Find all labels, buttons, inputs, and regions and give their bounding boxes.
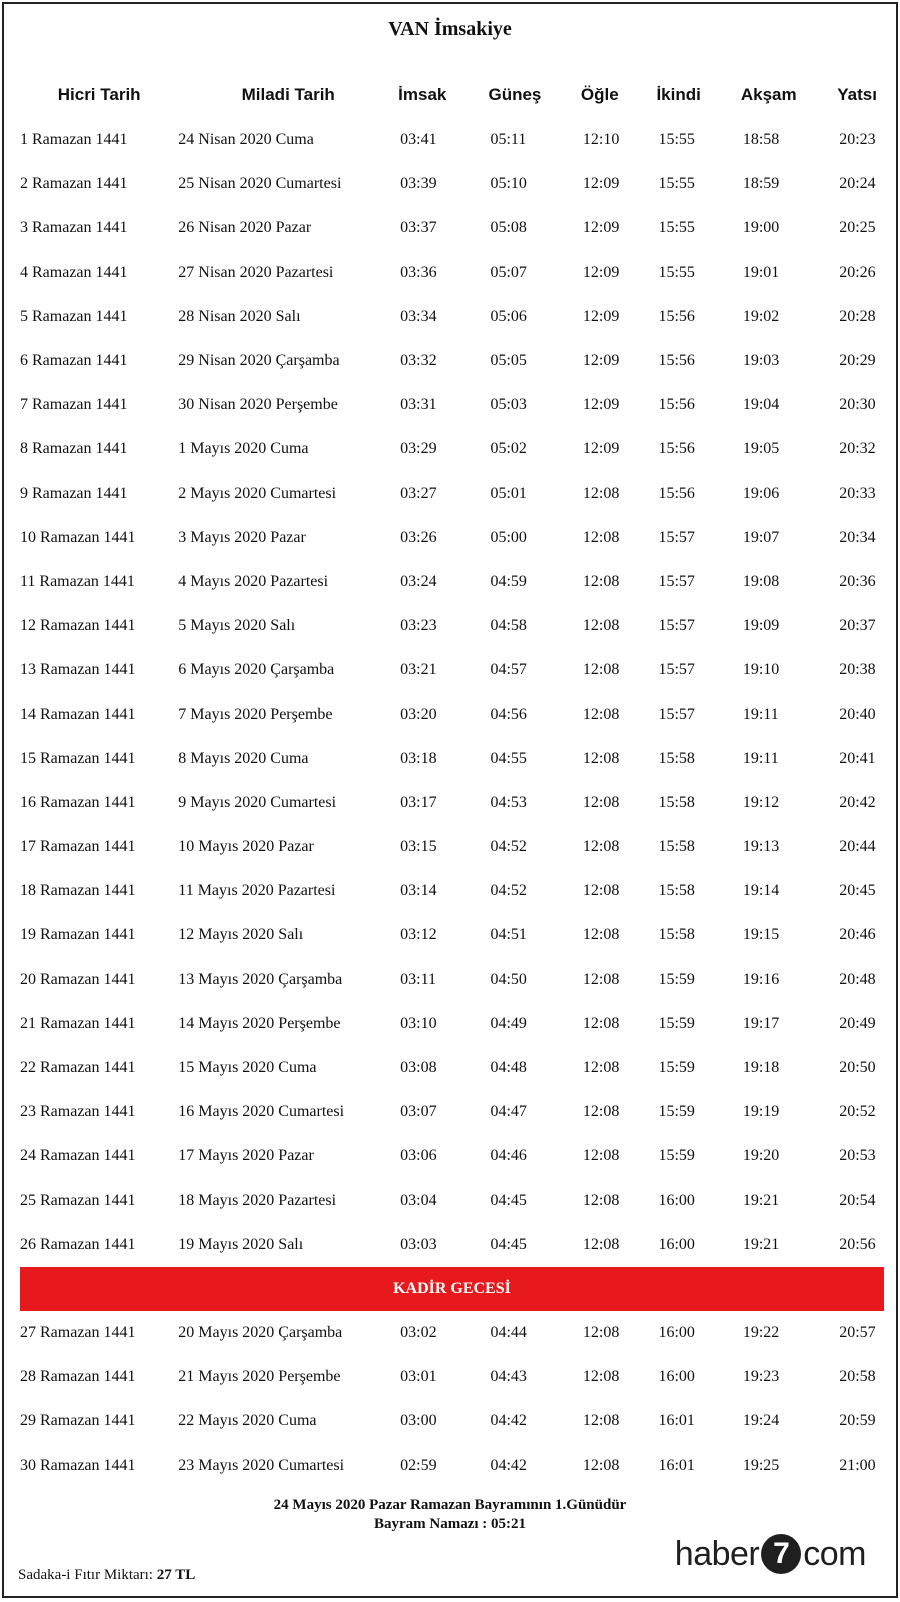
kadir-gecesi-row: [20, 1267, 884, 1311]
cell-aksam: 19:12: [742, 793, 780, 811]
cell-miladi-tarih: 16 Mayıs 2020 Cumartesi: [178, 1103, 345, 1121]
cell-aksam: 19:15: [742, 926, 780, 944]
cell-gunes: 05:11: [490, 131, 527, 149]
bayram-prayer-line: Bayram Namazı : 05:21: [373, 1516, 527, 1532]
cell-ogle: 12:08: [582, 749, 620, 767]
cell-gunes: 04:49: [490, 1014, 527, 1032]
cell-aksam: 19:13: [742, 838, 780, 856]
cell-imsak: 03:37: [400, 219, 437, 237]
cell-aksam: 19:01: [742, 263, 780, 281]
table-header-row: [20, 72, 884, 118]
sadaka-fitir: [18, 1567, 195, 1584]
cell-imsak: 03:02: [400, 1323, 437, 1341]
cell-imsak: 03:10: [400, 1014, 437, 1032]
table-row: [20, 118, 884, 162]
cell-miladi-tarih: 25 Nisan 2020 Cumartesi: [178, 175, 342, 193]
cell-aksam: 19:02: [742, 307, 780, 325]
cell-yatsi: 21:00: [839, 1456, 876, 1474]
cell-hicri-tarih: 1 Ramazan 1441: [20, 131, 128, 149]
cell-aksam: 19:14: [742, 882, 780, 900]
cell-gunes: 04:57: [490, 661, 527, 679]
cell-ogle: 12:08: [582, 1368, 620, 1386]
cell-yatsi: 20:26: [839, 263, 876, 281]
cell-gunes: 04:48: [490, 1059, 527, 1077]
cell-hicri-tarih: 28 Ramazan 1441: [20, 1368, 136, 1386]
cell-gunes: 04:52: [490, 838, 527, 856]
imsakiye-table: [20, 72, 884, 1488]
cell-gunes: 04:43: [490, 1368, 527, 1386]
cell-ogle: 12:10: [582, 131, 620, 149]
cell-ikindi: 15:55: [658, 219, 695, 237]
cell-miladi-tarih: 21 Mayıs 2020 Perşembe: [178, 1368, 341, 1386]
cell-miladi-tarih: 26 Nisan 2020 Pazar: [178, 219, 312, 237]
logo-seven-mark: 7: [761, 1534, 801, 1574]
column-header-imsak: İmsak: [398, 85, 447, 104]
cell-ogle: 12:08: [582, 970, 620, 988]
cell-ogle: 12:08: [582, 484, 620, 502]
cell-miladi-tarih: 27 Nisan 2020 Pazartesi: [178, 263, 334, 281]
cell-miladi-tarih: 6 Mayıs 2020 Çarşamba: [178, 661, 335, 679]
cell-miladi-tarih: 2 Mayıs 2020 Cumartesi: [178, 484, 337, 502]
cell-miladi-tarih: 14 Mayıs 2020 Perşembe: [178, 1014, 341, 1032]
cell-ikindi: 15:56: [658, 440, 695, 458]
haber7-logo: [675, 1534, 866, 1574]
cell-gunes: 05:07: [490, 263, 527, 281]
cell-gunes: 04:44: [490, 1323, 527, 1341]
kadir-gecesi-label: KADİR GECESİ: [20, 1267, 884, 1311]
cell-gunes: 05:03: [490, 396, 527, 414]
cell-hicri-tarih: 13 Ramazan 1441: [20, 661, 136, 679]
cell-aksam: 19:22: [742, 1323, 780, 1341]
table-row: [20, 295, 884, 339]
cell-ikindi: 15:57: [658, 617, 695, 635]
table-row: [20, 383, 884, 427]
cell-hicri-tarih: 7 Ramazan 1441: [20, 396, 128, 414]
imsakiye-page: [2, 2, 898, 1598]
cell-ogle: 12:08: [582, 1014, 620, 1032]
table-row: [20, 781, 884, 825]
cell-miladi-tarih: 17 Mayıs 2020 Pazar: [178, 1147, 314, 1165]
cell-hicri-tarih: 16 Ramazan 1441: [20, 793, 136, 811]
cell-miladi-tarih: 24 Nisan 2020 Cuma: [178, 131, 314, 149]
cell-ikindi: 15:58: [658, 749, 695, 767]
cell-ikindi: 15:55: [658, 131, 695, 149]
cell-imsak: 02:59: [400, 1456, 437, 1474]
cell-gunes: 04:42: [490, 1456, 527, 1474]
cell-hicri-tarih: 4 Ramazan 1441: [20, 263, 128, 281]
table-row: [20, 1046, 884, 1090]
cell-miladi-tarih: 9 Mayıs 2020 Cumartesi: [178, 793, 337, 811]
cell-imsak: 03:18: [400, 749, 437, 767]
cell-gunes: 05:01: [490, 484, 527, 502]
cell-miladi-tarih: 8 Mayıs 2020 Cuma: [178, 749, 309, 767]
cell-miladi-tarih: 1 Mayıs 2020 Cuma: [178, 440, 309, 458]
sadaka-label: Sadaka-i Fıtır Miktarı:: [18, 1567, 153, 1583]
cell-hicri-tarih: 22 Ramazan 1441: [20, 1059, 136, 1077]
table-row: [20, 913, 884, 957]
cell-hicri-tarih: 12 Ramazan 1441: [20, 617, 136, 635]
cell-aksam: 19:09: [742, 617, 780, 635]
cell-yatsi: 20:46: [839, 926, 876, 944]
cell-aksam: 19:23: [742, 1368, 780, 1386]
cell-imsak: 03:26: [400, 528, 437, 546]
cell-ikindi: 15:56: [658, 484, 695, 502]
table-row: [20, 339, 884, 383]
cell-aksam: 19:18: [742, 1059, 780, 1077]
cell-imsak: 03:34: [400, 307, 437, 325]
cell-hicri-tarih: 20 Ramazan 1441: [20, 970, 136, 988]
cell-hicri-tarih: 2 Ramazan 1441: [20, 175, 128, 193]
cell-hicri-tarih: 11 Ramazan 1441: [20, 572, 135, 590]
cell-ogle: 12:08: [582, 705, 620, 723]
cell-aksam: 19:25: [742, 1456, 780, 1474]
table-row: [20, 1223, 884, 1267]
cell-miladi-tarih: 7 Mayıs 2020 Perşembe: [178, 705, 333, 723]
cell-ikindi: 15:58: [658, 926, 695, 944]
table-row: [20, 1355, 884, 1399]
cell-hicri-tarih: 6 Ramazan 1441: [20, 352, 128, 370]
cell-ogle: 12:09: [582, 352, 620, 370]
cell-hicri-tarih: 24 Ramazan 1441: [20, 1147, 136, 1165]
cell-yatsi: 20:49: [839, 1014, 876, 1032]
table-row: [20, 1399, 884, 1443]
cell-ikindi: 15:59: [658, 1103, 695, 1121]
table-row: [20, 162, 884, 206]
cell-yatsi: 20:45: [839, 882, 876, 900]
table-row: [20, 1179, 884, 1223]
cell-gunes: 04:47: [490, 1103, 527, 1121]
cell-yatsi: 20:42: [839, 793, 876, 811]
cell-imsak: 03:03: [400, 1235, 437, 1253]
cell-hicri-tarih: 26 Ramazan 1441: [20, 1235, 136, 1253]
table-row: [20, 692, 884, 736]
cell-miladi-tarih: 5 Mayıs 2020 Salı: [178, 617, 296, 635]
cell-imsak: 03:12: [400, 926, 437, 944]
cell-ikindi: 16:00: [658, 1235, 695, 1253]
cell-gunes: 04:53: [490, 793, 527, 811]
table-row: [20, 958, 884, 1002]
cell-imsak: 03:06: [400, 1147, 437, 1165]
cell-ogle: 12:08: [582, 661, 620, 679]
cell-imsak: 03:21: [400, 661, 437, 679]
cell-ikindi: 16:01: [658, 1412, 695, 1430]
cell-gunes: 04:45: [490, 1191, 527, 1209]
table-row: [20, 516, 884, 560]
cell-ogle: 12:09: [582, 440, 620, 458]
cell-ogle: 12:08: [582, 1323, 620, 1341]
logo-text-right: com: [803, 1534, 866, 1573]
cell-ogle: 12:08: [582, 926, 620, 944]
cell-ogle: 12:08: [582, 838, 620, 856]
cell-ogle: 12:08: [582, 1147, 620, 1165]
cell-ogle: 12:08: [582, 572, 620, 590]
cell-imsak: 03:31: [400, 396, 437, 414]
cell-gunes: 04:55: [490, 749, 527, 767]
cell-gunes: 05:05: [490, 352, 527, 370]
cell-yatsi: 20:48: [839, 970, 876, 988]
cell-aksam: 19:07: [742, 528, 780, 546]
cell-gunes: 04:59: [490, 572, 527, 590]
cell-hicri-tarih: 27 Ramazan 1441: [20, 1323, 136, 1341]
cell-hicri-tarih: 19 Ramazan 1441: [20, 926, 136, 944]
cell-imsak: 03:24: [400, 572, 437, 590]
cell-hicri-tarih: 17 Ramazan 1441: [20, 838, 136, 856]
cell-ogle: 12:08: [582, 1412, 620, 1430]
cell-imsak: 03:29: [400, 440, 437, 458]
cell-miladi-tarih: 23 Mayıs 2020 Cumartesi: [178, 1456, 345, 1474]
cell-ogle: 12:08: [582, 882, 620, 900]
cell-gunes: 04:42: [490, 1412, 527, 1430]
cell-imsak: 03:32: [400, 352, 437, 370]
cell-yatsi: 20:24: [839, 175, 876, 193]
cell-imsak: 03:20: [400, 705, 437, 723]
table-row: [20, 825, 884, 869]
cell-gunes: 04:45: [490, 1235, 527, 1253]
cell-imsak: 03:27: [400, 484, 437, 502]
cell-hicri-tarih: 21 Ramazan 1441: [20, 1014, 136, 1032]
page-title: VAN İmsakiye: [388, 18, 512, 40]
cell-miladi-tarih: 13 Mayıs 2020 Çarşamba: [178, 970, 343, 988]
cell-hicri-tarih: 8 Ramazan 1441: [20, 440, 128, 458]
cell-ogle: 12:09: [582, 219, 620, 237]
cell-ikindi: 15:56: [658, 352, 695, 370]
cell-ikindi: 15:59: [658, 1147, 695, 1165]
cell-ogle: 12:09: [582, 396, 620, 414]
cell-yatsi: 20:50: [839, 1059, 876, 1077]
column-header-yatsi: Yatsı: [837, 85, 877, 104]
cell-ikindi: 15:58: [658, 793, 695, 811]
cell-imsak: 03:17: [400, 793, 437, 811]
cell-imsak: 03:23: [400, 617, 437, 635]
cell-yatsi: 20:44: [839, 838, 876, 856]
cell-aksam: 19:06: [742, 484, 780, 502]
column-header-aksam: Akşam: [740, 85, 797, 104]
cell-ogle: 12:09: [582, 263, 620, 281]
cell-ogle: 12:08: [582, 617, 620, 635]
column-header-ogle: Öğle: [580, 85, 619, 104]
cell-yatsi: 20:53: [839, 1147, 876, 1165]
cell-gunes: 04:46: [490, 1147, 527, 1165]
cell-aksam: 19:20: [742, 1147, 780, 1165]
column-header-hicri-tarih: Hicri Tarih: [57, 85, 141, 104]
table-row: [20, 251, 884, 295]
column-header-gunes: Güneş: [488, 85, 542, 104]
cell-ikindi: 15:59: [658, 1059, 695, 1077]
cell-ikindi: 16:00: [658, 1323, 695, 1341]
table-row: [20, 1002, 884, 1046]
cell-ikindi: 15:55: [658, 263, 695, 281]
cell-imsak: 03:39: [400, 175, 437, 193]
cell-hicri-tarih: 15 Ramazan 1441: [20, 749, 136, 767]
cell-gunes: 05:02: [490, 440, 527, 458]
cell-hicri-tarih: 29 Ramazan 1441: [20, 1412, 136, 1430]
cell-gunes: 05:00: [490, 528, 527, 546]
cell-ogle: 12:08: [582, 793, 620, 811]
cell-ogle: 12:09: [582, 307, 620, 325]
cell-yatsi: 20:38: [839, 661, 876, 679]
cell-hicri-tarih: 30 Ramazan 1441: [20, 1456, 136, 1474]
cell-ikindi: 16:00: [658, 1191, 695, 1209]
cell-yatsi: 20:25: [839, 219, 876, 237]
cell-aksam: 19:16: [742, 970, 780, 988]
cell-miladi-tarih: 18 Mayıs 2020 Pazartesi: [178, 1191, 337, 1209]
cell-miladi-tarih: 4 Mayıs 2020 Pazartesi: [178, 572, 329, 590]
cell-ogle: 12:09: [582, 175, 620, 193]
table-body: [20, 118, 884, 1488]
cell-miladi-tarih: 22 Mayıs 2020 Cuma: [178, 1412, 317, 1430]
column-header-miladi-tarih: Miladi Tarih: [241, 85, 335, 104]
cell-hicri-tarih: 18 Ramazan 1441: [20, 882, 136, 900]
table-row: [20, 1090, 884, 1134]
cell-yatsi: 20:37: [839, 617, 876, 635]
table-row: [20, 604, 884, 648]
cell-ikindi: 15:57: [658, 705, 695, 723]
cell-ikindi: 16:01: [658, 1456, 695, 1474]
table-row: [20, 427, 884, 471]
cell-yatsi: 20:41: [839, 749, 876, 767]
cell-aksam: 19:19: [742, 1103, 780, 1121]
cell-yatsi: 20:23: [839, 131, 876, 149]
cell-gunes: 05:10: [490, 175, 527, 193]
cell-ikindi: 15:55: [658, 175, 695, 193]
cell-aksam: 19:10: [742, 661, 780, 679]
cell-yatsi: 20:34: [839, 528, 876, 546]
table-row: [20, 1134, 884, 1178]
table-row: [20, 648, 884, 692]
cell-ikindi: 15:57: [658, 528, 695, 546]
cell-ogle: 12:08: [582, 1059, 620, 1077]
cell-ikindi: 15:57: [658, 572, 695, 590]
cell-ikindi: 15:59: [658, 970, 695, 988]
table-row: [20, 472, 884, 516]
cell-gunes: 05:08: [490, 219, 527, 237]
cell-miladi-tarih: 15 Mayıs 2020 Cuma: [178, 1059, 317, 1077]
cell-imsak: 03:36: [400, 263, 437, 281]
cell-yatsi: 20:52: [839, 1103, 876, 1121]
table-row: [20, 869, 884, 913]
cell-aksam: 19:21: [742, 1235, 780, 1253]
cell-miladi-tarih: 11 Mayıs 2020 Pazartesi: [178, 882, 336, 900]
cell-miladi-tarih: 10 Mayıs 2020 Pazar: [178, 838, 314, 856]
cell-yatsi: 20:54: [839, 1191, 876, 1209]
cell-ikindi: 15:58: [658, 838, 695, 856]
cell-hicri-tarih: 9 Ramazan 1441: [20, 484, 128, 502]
column-header-ikindi: İkindi: [656, 85, 701, 104]
cell-aksam: 19:24: [742, 1412, 780, 1430]
cell-imsak: 03:15: [400, 838, 437, 856]
cell-aksam: 19:00: [742, 219, 780, 237]
cell-yatsi: 20:57: [839, 1323, 876, 1341]
cell-aksam: 18:59: [742, 175, 780, 193]
cell-yatsi: 20:56: [839, 1235, 876, 1253]
cell-ikindi: 16:00: [658, 1368, 695, 1386]
cell-imsak: 03:14: [400, 882, 437, 900]
cell-imsak: 03:01: [400, 1368, 437, 1386]
cell-hicri-tarih: 14 Ramazan 1441: [20, 705, 136, 723]
cell-hicri-tarih: 25 Ramazan 1441: [20, 1191, 136, 1209]
cell-yatsi: 20:32: [839, 440, 876, 458]
cell-miladi-tarih: 30 Nisan 2020 Perşembe: [178, 396, 338, 414]
cell-ogle: 12:08: [582, 1191, 620, 1209]
cell-aksam: 19:03: [742, 352, 780, 370]
table-row: [20, 1311, 884, 1355]
cell-gunes: 04:52: [490, 882, 527, 900]
cell-imsak: 03:11: [400, 970, 437, 988]
cell-hicri-tarih: 23 Ramazan 1441: [20, 1103, 136, 1121]
cell-miladi-tarih: 20 Mayıs 2020 Çarşamba: [178, 1323, 343, 1341]
cell-miladi-tarih: 28 Nisan 2020 Salı: [178, 307, 301, 325]
cell-yatsi: 20:29: [839, 352, 876, 370]
cell-ikindi: 15:58: [658, 882, 695, 900]
cell-aksam: 19:08: [742, 572, 780, 590]
cell-miladi-tarih: 19 Mayıs 2020 Salı: [178, 1235, 304, 1253]
cell-miladi-tarih: 12 Mayıs 2020 Salı: [178, 926, 304, 944]
cell-ikindi: 15:56: [658, 307, 695, 325]
cell-hicri-tarih: 10 Ramazan 1441: [20, 528, 136, 546]
cell-yatsi: 20:36: [839, 572, 876, 590]
cell-yatsi: 20:30: [839, 396, 876, 414]
cell-miladi-tarih: 3 Mayıs 2020 Pazar: [178, 528, 306, 546]
cell-yatsi: 20:40: [839, 705, 876, 723]
cell-ikindi: 15:56: [658, 396, 695, 414]
cell-gunes: 04:50: [490, 970, 527, 988]
sadaka-value: 27 TL: [156, 1567, 196, 1583]
table-row: [20, 737, 884, 781]
cell-ogle: 12:08: [582, 1103, 620, 1121]
cell-yatsi: 20:59: [839, 1412, 876, 1430]
cell-imsak: 03:00: [400, 1412, 437, 1430]
cell-gunes: 04:58: [490, 617, 527, 635]
cell-miladi-tarih: 29 Nisan 2020 Çarşamba: [178, 352, 340, 370]
bayram-date-line: 24 Mayıs 2020 Pazar Ramazan Bayramının 1.Günüdür: [273, 1497, 627, 1513]
cell-imsak: 03:41: [400, 131, 437, 149]
cell-aksam: 19:17: [742, 1014, 780, 1032]
table-row: [20, 560, 884, 604]
cell-gunes: 04:51: [490, 926, 527, 944]
cell-hicri-tarih: 3 Ramazan 1441: [20, 219, 128, 237]
cell-yatsi: 20:58: [839, 1368, 876, 1386]
cell-yatsi: 20:28: [839, 307, 876, 325]
table-row: [20, 1443, 884, 1487]
cell-imsak: 03:04: [400, 1191, 437, 1209]
cell-imsak: 03:07: [400, 1103, 437, 1121]
bayram-note: [4, 1496, 896, 1534]
cell-imsak: 03:08: [400, 1059, 437, 1077]
cell-aksam: 19:21: [742, 1191, 780, 1209]
cell-ogle: 12:08: [582, 1235, 620, 1253]
cell-ikindi: 15:59: [658, 1014, 695, 1032]
cell-aksam: 19:11: [742, 749, 779, 767]
cell-aksam: 19:05: [742, 440, 780, 458]
cell-yatsi: 20:33: [839, 484, 876, 502]
cell-hicri-tarih: 5 Ramazan 1441: [20, 307, 128, 325]
cell-gunes: 04:56: [490, 705, 527, 723]
table-row: [20, 206, 884, 250]
cell-aksam: 18:58: [742, 131, 780, 149]
cell-ogle: 12:08: [582, 528, 620, 546]
cell-ikindi: 15:57: [658, 661, 695, 679]
cell-ogle: 12:08: [582, 1456, 620, 1474]
cell-aksam: 19:04: [742, 396, 780, 414]
cell-gunes: 05:06: [490, 307, 527, 325]
cell-aksam: 19:11: [742, 705, 779, 723]
logo-text-left: haber: [674, 1534, 760, 1573]
